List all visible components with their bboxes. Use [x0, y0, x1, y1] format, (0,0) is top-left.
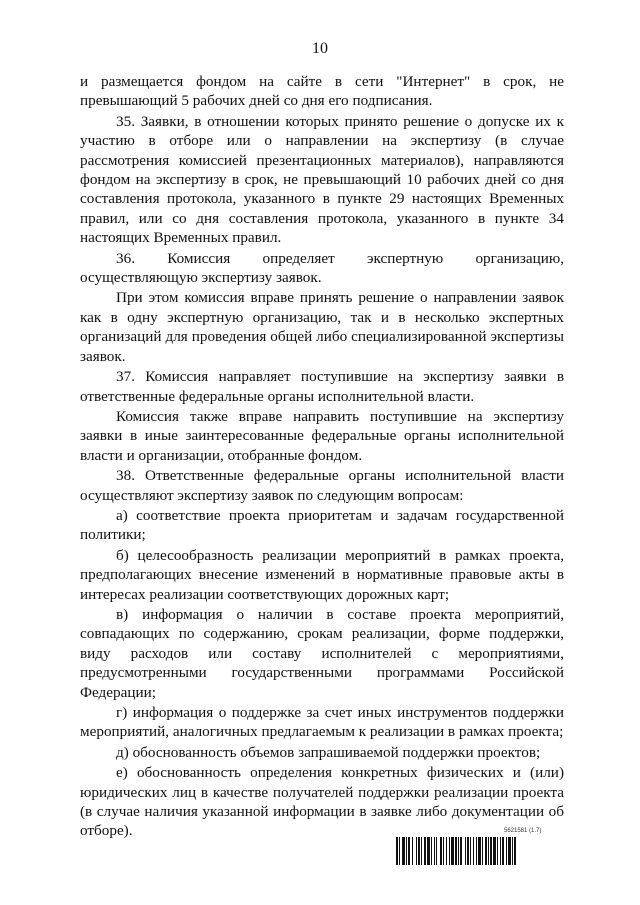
stamp-code: 5621581 (1.7) — [504, 828, 542, 834]
list-item-a: а) соответствие проекта приоритетам и задачам государственной политики; — [80, 506, 564, 544]
list-item-b: б) целесообразность реализации мероприятий в рамках проекта, предполагающих внесение изменений в нормативные правовые акты в интересах реализации соответствующих дорожных карт; — [80, 546, 564, 603]
list-item-e: е) обоснованность определения конкретных физических и (или) юридических лиц в качестве получателей поддержки реализации проекта (в случае наличия указанной информации в заявке либо документации об отборе). — [80, 764, 564, 840]
page-number: 10 — [312, 40, 328, 57]
document-stamp — [396, 827, 564, 865]
paragraph: и размещается фондом на сайте в сети "Интернет" в срок, не превышающий 5 рабочих дней со дня его подписания. — [80, 73, 564, 110]
paragraph-35: 35. Заявки, в отношении которых принято решение о допуске их к участию в отборе или о направлении на экспертизу (в случае рассмотрения комиссией презентационных материалов), направляются фондом на экспертизу в срок, не превышающий 10 рабочих дней со дня составления протокола, указанного в пункте 29 настоящих Временных правил, или со дня составления протокола, указанного в пункте 34 настоящих Временных правил. — [80, 112, 564, 247]
list-item-d: д) обоснованность объемов запрашиваемой поддержки проектов; — [116, 743, 541, 761]
paragraph-37: 37. Комиссия направляет поступившие на экспертизу заявки в ответственные федеральные органы исполнительной власти. — [80, 368, 564, 405]
paragraph-37-continued: Комиссия также вправе направить поступившие на экспертизу заявки в иные заинтересованные федеральные органы исполнительной власти и организации, отобранные фондом. — [80, 407, 564, 464]
paragraph-36-continued: При этом комиссия вправе принять решение о направлении заявок как в одну экспертную организацию, так и в несколько экспертных организаций для проведения общей либо специализированной экспертизы заявок. — [80, 289, 564, 365]
document-body — [80, 72, 564, 841]
paragraph-38: 38. Ответственные федеральные органы исполнительной власти осуществляют экспертизу заявок по следующим вопросам: — [80, 467, 564, 504]
list-item-v: в) информация о наличии в составе проекта мероприятий, совпадающих по содержанию, срокам реализации, форме поддержки, виду расходов или составу исполнителей с мероприятиями, предусмотренными государственными программами Российской Федерации; — [80, 605, 564, 701]
barcode-icon — [396, 837, 564, 865]
paragraph-36: 36. Комиссия определяет экспертную организацию, осуществляющую экспертизу заявок. — [80, 249, 564, 287]
list-item-g: г) информация о поддержке за счет иных инструментов поддержки мероприятий, аналогичных предлагаемым к реализации в рамках проекта; — [80, 704, 564, 741]
